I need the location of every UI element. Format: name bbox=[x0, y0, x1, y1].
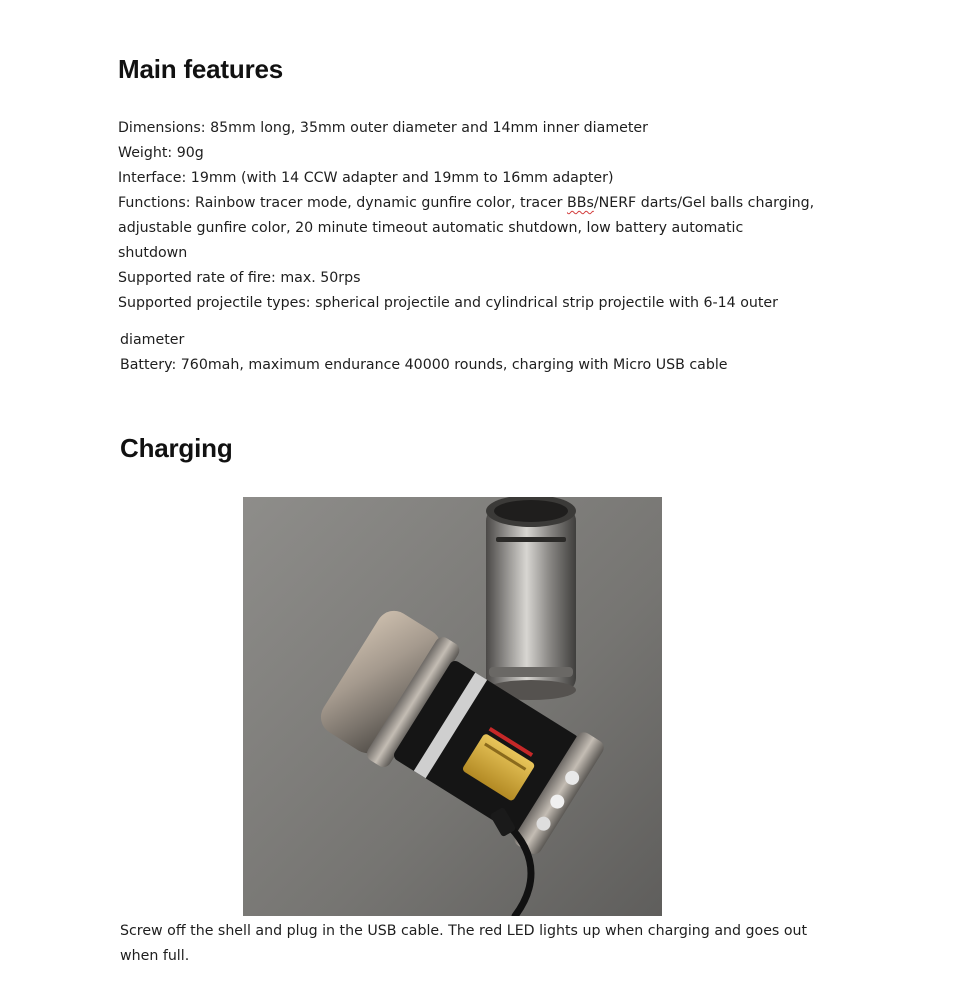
charging-caption-line-2: when full. bbox=[120, 948, 190, 964]
feature-rate-of-fire: Supported rate of fire: max. 50rps bbox=[118, 270, 361, 286]
feature-projectile-cont: diameter bbox=[120, 332, 185, 348]
feature-functions-cont: adjustable gunfire color, 20 minute timeout automatic shutdown, low battery automatic bbox=[118, 220, 744, 236]
functions-text-start: Functions: Rainbow tracer mode, dynamic gunfire color, tracer bbox=[118, 195, 567, 211]
charging-caption-line-1: Screw off the shell and plug in the USB cable. The red LED lights up when charging and goes out bbox=[120, 923, 808, 939]
functions-text-end: /NERF darts/Gel balls charging, bbox=[593, 195, 815, 211]
tracer-unit-photo bbox=[243, 497, 662, 916]
spellcheck-marked-word: BBs bbox=[566, 195, 594, 211]
feature-functions-cont2: shutdown bbox=[118, 245, 188, 261]
main-features-heading: Main features bbox=[118, 54, 284, 84]
feature-projectile-types: Supported projectile types: spherical projectile and cylindrical strip projectile with 6-14 outer bbox=[118, 295, 778, 311]
charging-caption bbox=[120, 919, 807, 969]
feature-weight: Weight: 90g bbox=[118, 145, 204, 161]
features-continuation bbox=[120, 328, 728, 378]
feature-battery: Battery: 760mah, maximum endurance 40000 rounds, charging with Micro USB cable bbox=[120, 357, 728, 373]
outer-shell bbox=[486, 497, 576, 700]
feature-functions bbox=[118, 191, 814, 216]
charging-heading: Charging bbox=[120, 433, 233, 463]
features-list bbox=[118, 116, 814, 316]
feature-interface: Interface: 19mm (with 14 CCW adapter and 19mm to 16mm adapter) bbox=[118, 170, 614, 186]
feature-dimensions: Dimensions: 85mm long, 35mm outer diameter and 14mm inner diameter bbox=[118, 120, 648, 136]
